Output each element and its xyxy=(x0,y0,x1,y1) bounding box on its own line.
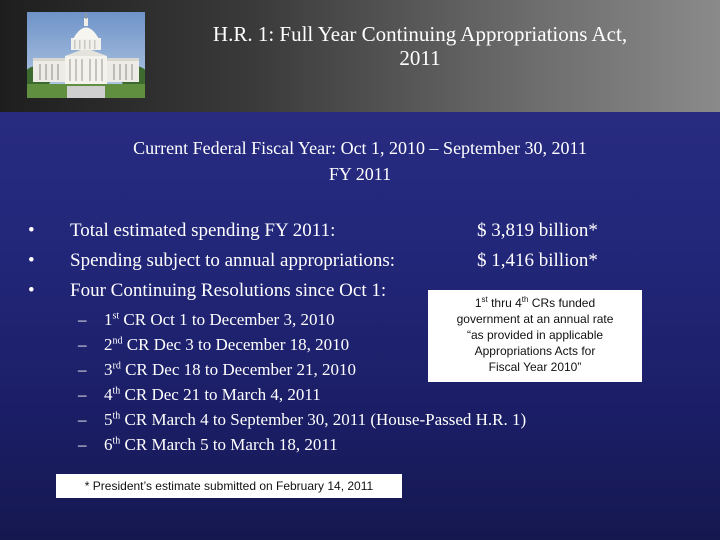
resolution-detail: CR Oct 1 to December 3, 2010 xyxy=(119,310,335,329)
resolution-item xyxy=(0,307,720,333)
bullet-dot: • xyxy=(28,280,35,301)
bullet-dot: • xyxy=(28,220,35,241)
resolution-detail: CR March 5 to March 18, 2011 xyxy=(120,435,338,454)
bullet-text: Four Continuing Resolutions since Oct 1: xyxy=(70,280,387,301)
dash-marker: – xyxy=(78,335,87,354)
dash-marker: – xyxy=(78,310,87,329)
bullet-text: Spending subject to annual appropriations: xyxy=(70,250,396,271)
dash-marker: – xyxy=(78,410,87,429)
resolution-item xyxy=(0,382,720,408)
subtitle-line2: FY 2011 xyxy=(328,164,392,184)
callout-superscript: th xyxy=(521,295,529,304)
ordinal-suffix: st xyxy=(112,310,120,322)
resolution-text xyxy=(104,357,356,383)
subtitle-line1: Current Federal Fiscal Year: Oct 1, 2010 – September 30, 2011 xyxy=(133,138,587,158)
resolution-item xyxy=(0,432,720,458)
bullet-dot: • xyxy=(28,250,35,271)
resolution-detail: CR March 4 to September 30, 2011 (House-Passed H.R. 1) xyxy=(120,410,527,429)
resolution-text xyxy=(104,432,338,458)
resolution-item xyxy=(0,407,720,433)
resolution-detail: CR Dec 21 to March 4, 2011 xyxy=(120,385,321,404)
ordinal-suffix: th xyxy=(112,410,121,422)
resolution-number: 3 xyxy=(104,360,113,379)
resolution-number: 2 xyxy=(104,335,113,354)
resolution-detail: CR Dec 18 to December 21, 2010 xyxy=(120,360,356,379)
bullet-item xyxy=(0,218,720,244)
callout-text: CRs funded xyxy=(528,296,596,310)
resolution-detail: CR Dec 3 to December 18, 2010 xyxy=(122,335,350,354)
ordinal-suffix: nd xyxy=(112,335,123,347)
callout-superscript: st xyxy=(481,295,488,304)
callout-line2: government at an annual rate xyxy=(456,312,614,326)
resolution-text xyxy=(104,407,526,433)
ordinal-suffix: rd xyxy=(112,360,121,372)
resolution-number: 4 xyxy=(104,385,113,404)
callout-line4: Appropriations Acts for xyxy=(474,344,596,358)
callout-text: 1 xyxy=(474,296,482,310)
resolution-item xyxy=(0,332,720,358)
ordinal-suffix: th xyxy=(112,435,121,447)
bullet-item xyxy=(0,248,720,274)
callout-line5: Fiscal Year 2010” xyxy=(488,360,582,374)
ordinal-suffix: th xyxy=(112,385,121,397)
bullet-amount: $ 1,416 billion* xyxy=(477,250,598,271)
slide-title-line1: H.R. 1: Full Year Continuing Appropriations Act, xyxy=(212,22,628,46)
dash-marker: – xyxy=(78,360,87,379)
bullet-amount: $ 3,819 billion* xyxy=(477,220,598,241)
callout-line3: “as provided in applicable xyxy=(466,328,604,342)
resolution-item xyxy=(0,357,720,383)
slide-title-line2: 2011 xyxy=(399,46,441,70)
fiscal-year-subtitle xyxy=(60,135,660,187)
capitol-building-image xyxy=(27,12,145,98)
resolution-text xyxy=(104,332,349,358)
dash-marker: – xyxy=(78,385,87,404)
resolution-number: 1 xyxy=(104,310,113,329)
resolution-number: 6 xyxy=(104,435,113,454)
resolution-text xyxy=(104,382,321,408)
resolution-text xyxy=(104,307,334,333)
dash-marker: – xyxy=(78,435,87,454)
bullet-text: Total estimated spending FY 2011: xyxy=(70,220,336,241)
header-bar xyxy=(0,0,720,112)
slide-title xyxy=(150,22,690,70)
callout-text: thru 4 xyxy=(487,296,522,310)
resolution-number: 5 xyxy=(104,410,113,429)
footnote-box: * President’s estimate submitted on February 14, 2011 xyxy=(56,474,402,498)
